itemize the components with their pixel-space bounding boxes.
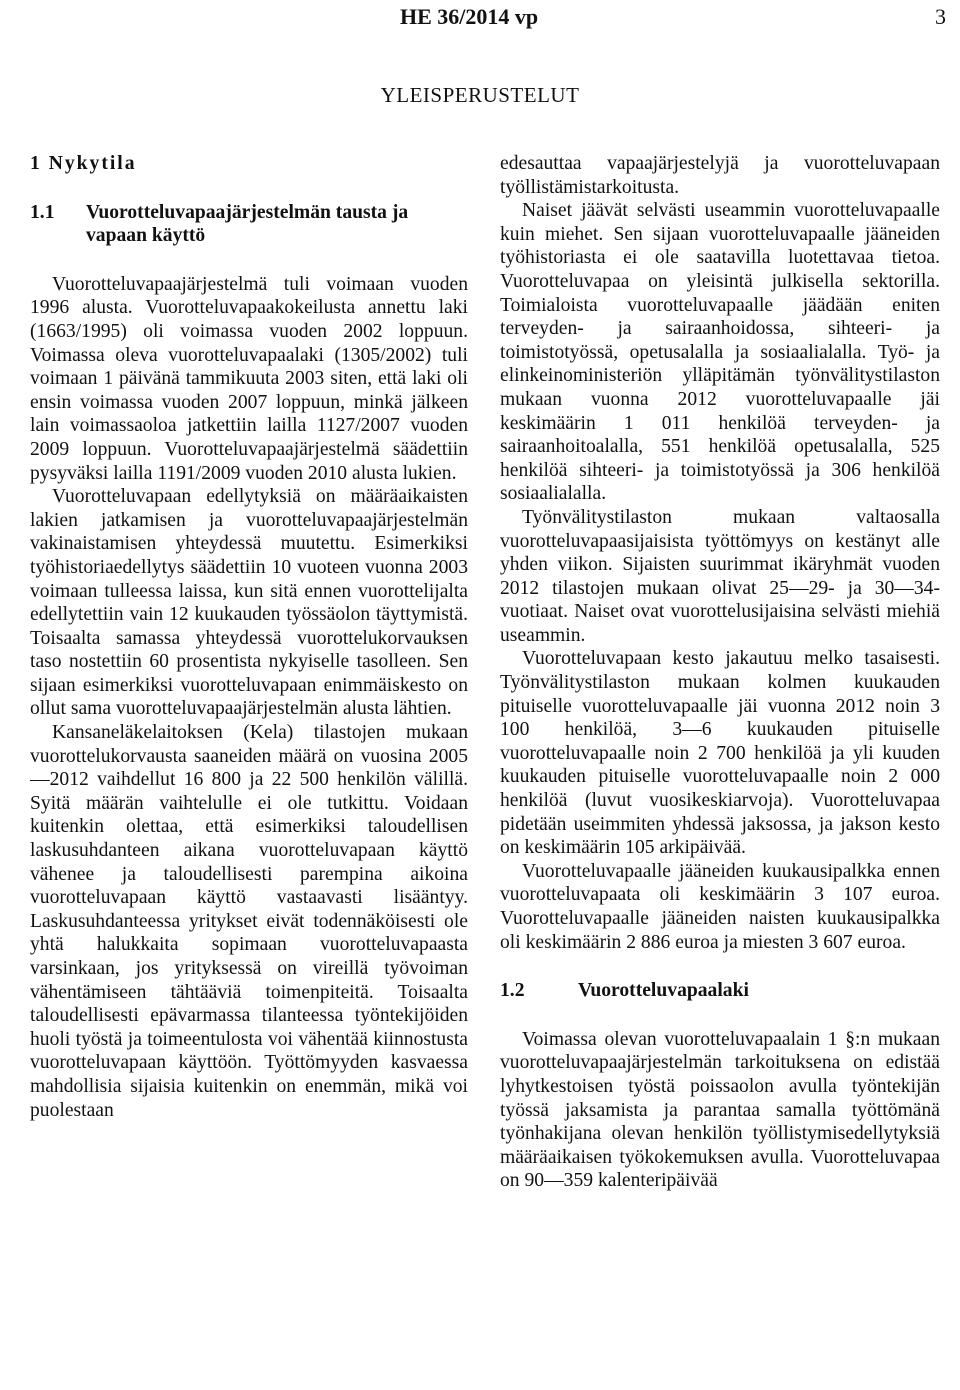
paragraph: Kansaneläkelaitoksen (Kela) tilastojen mukaan vuorottelukorvausta saaneiden määrä on vuosina 2005—2012 vaihdellut 16 800 ja 22 500 henkilön välillä. Syitä määrän vaihtelulle ei ole tutkittu. Voidaan kuitenkin olettaa, että esimerkiksi taloudellisen laskusuhdanteen aikana vuorotteluvapaan käyttö vähenee ja taloudellisesti parempina aikoina vuorotteluvapaan käyttö vastaavasti lisääntyy. Laskusuhdanteessa yritykset eivät todennäköisesti ole yhtä halukkaita sopimaan vuorotteluvapaasta varsinkaan, jos yrityksessä on vireillä työvoiman vähentämiseen tähtääviä toimenpiteitä. Toisaalta taloudellisesti epävarmassa tilanteessa työntekijöiden huoli työstä ja toimeentulosta voi vähentää kiinnostusta vuorotteluvapaan käyttöön. Työttömyyden kasvaessa mahdollisia sijaisia kuitenkin on enemmän, mikä voi puolestaan [30,722,468,1121]
heading-1-1-number: 1.1 [30,201,55,223]
heading-nykytila: 1 Nykytila [30,153,137,174]
paragraph: edesauttaa vapaajärjestelyjä ja vuorotteluvapaan työllistämistarkoitusta. [500,153,940,198]
document-id: HE 36/2014 vp [400,4,539,29]
heading-1-2-number: 1.2 [500,980,525,1002]
paragraph: Voimassa olevan vuorotteluvapaalain 1 §:n mukaan vuorotteluvapaajärjestelmän tarkoituksena on edistää lyhytkestoisen työstä poissaolon avulla työntekijän työssä jaksamista ja parantaa samalla työttömänä työnhakijana olevan henkilön työllistymisedellytyksiä määräaikaisen työkokemuksen avulla. Vuorotteluvapaa on 90—359 kalenteripäivää [500,1028,940,1192]
section-title: YLEISPERUSTELUT [380,83,580,107]
paragraph: Vuorotteluvapaalle jääneiden kuukausipalkka ennen vuorotteluvapaata oli keskimäärin 3 107 euroa. Vuorotteluvapaalle jääneiden naisten kuukausipalkka oli keskimäärin 2 886 euroa ja miesten 3 607 euroa. [500,860,940,953]
heading-1-1-text: Vuorotteluvapaajärjestelmän tausta ja vapaan käyttö [86,201,409,247]
heading-1-2-text: Vuorotteluvapaalaki [578,980,749,1002]
paragraph: Työnvälitystilaston mukaan valtaosalla vuorotteluvapaasijaisista työttömyys on kestänyt alle yhden viikon. Sijaisten suurimmat ikäryhmät vuoden 2012 tilastojen mukaan olivat 25—29- ja 30—34-vuotiaat. Naiset ovat vuorottelusijaisina selvästi miehiä useammin. [500,506,940,646]
paragraph: Vuorotteluvapaan kesto jakautuu melko tasaisesti. Työnvälitystilaston mukaan kolmen kuukauden pituiselle vuorotteluvapaalle jäi vuonna 2012 noin 3 100 henkilöä, 3—6 kuukauden pituiselle vuorotteluvapaalle noin 2 700 henkilöä ja yli kuuden kuukauden pituiselle vuorotteluvapaalle noin 2 000 henkilöä (luvut vuosikeskiarvoja). Vuorotteluvapaa pidetään useimmiten yhdessä jaksossa, ja jakson kesto on keskimäärin 105 arkipäivää. [500,648,940,859]
heading-1-2 [500,979,940,1003]
heading-1-1 [30,201,468,248]
left-column [30,152,468,1122]
paragraph: Vuorotteluvapaajärjestelmä tuli voimaan vuoden 1996 alusta. Vuorotteluvapaakokeilusta annettu laki (1663/1995) oli voimassa vuoden 2002 loppuun. Voimassa oleva vuorotteluvapaalaki (1305/2002) tuli voimaan 1 päivänä tammikuuta 2003 siten, että laki oli ensin voimassa vuoden 2007 loppuun, minkä jälkeen lain voimassaoloa jatkettiin lailla 1127/2007 vuoden 2009 loppuun. Vuorotteluvapaajärjestelmä säädettiin pysyväksi lailla 1191/2009 vuoden 2010 alusta lukien. [30,273,468,484]
right-column [500,152,940,1193]
paragraph: Vuorotteluvapaan edellytyksiä on määräaikaisten lakien jatkamisen ja vuorotteluvapaajärjestelmän vakinaistamisen yhteydessä muutettu. Esimerkiksi työhistoriaedellytys säädettiin 10 vuoteen vuonna 2003 voimaan tulleessa laissa, kun sitä ennen vuorottelijalta edellytettiin vain 12 kuukauden työssäolon täyttymistä. Toisaalta samassa yhteydessä vuorottelukorvauksen taso nostettiin 60 prosentista nykyiselle tasolleen. Sen sijaan esimerkiksi vuorotteluvapaan enimmäiskesto on ollut sama vuorotteluvapaajärjestelmän alusta lähtien. [30,486,468,720]
paragraph: Naiset jäävät selvästi useammin vuorotteluvapaalle kuin miehet. Sen sijaan vuorotteluvapaalle jääneiden työhistoriasta ei ole saatavilla luotettavaa tietoa. Vuorotteluvapaa on yleisintä julkisella sektorilla. Toimialoista vuorotteluvapaalle jäädään eniten terveyden- ja sairaanhoidossa, sihteeri- ja toimistotyössä, opetusalalla ja sosiaalialalla. Työ- ja elinkeinoministeriön ylläpitämän työnvälitystilaston mukaan vuonna 2012 vuorotteluvapaalle jäi keskimäärin 1 011 henkilöä terveyden- ja sairaanhoitoalalla, 551 henkilöä opetusalalla, 525 henkilöä sihteeri- ja toimistotyössä ja 306 henkilöä sosiaalialalla. [500,200,940,505]
page-number: 3 [935,4,946,29]
page-header [0,2,960,38]
